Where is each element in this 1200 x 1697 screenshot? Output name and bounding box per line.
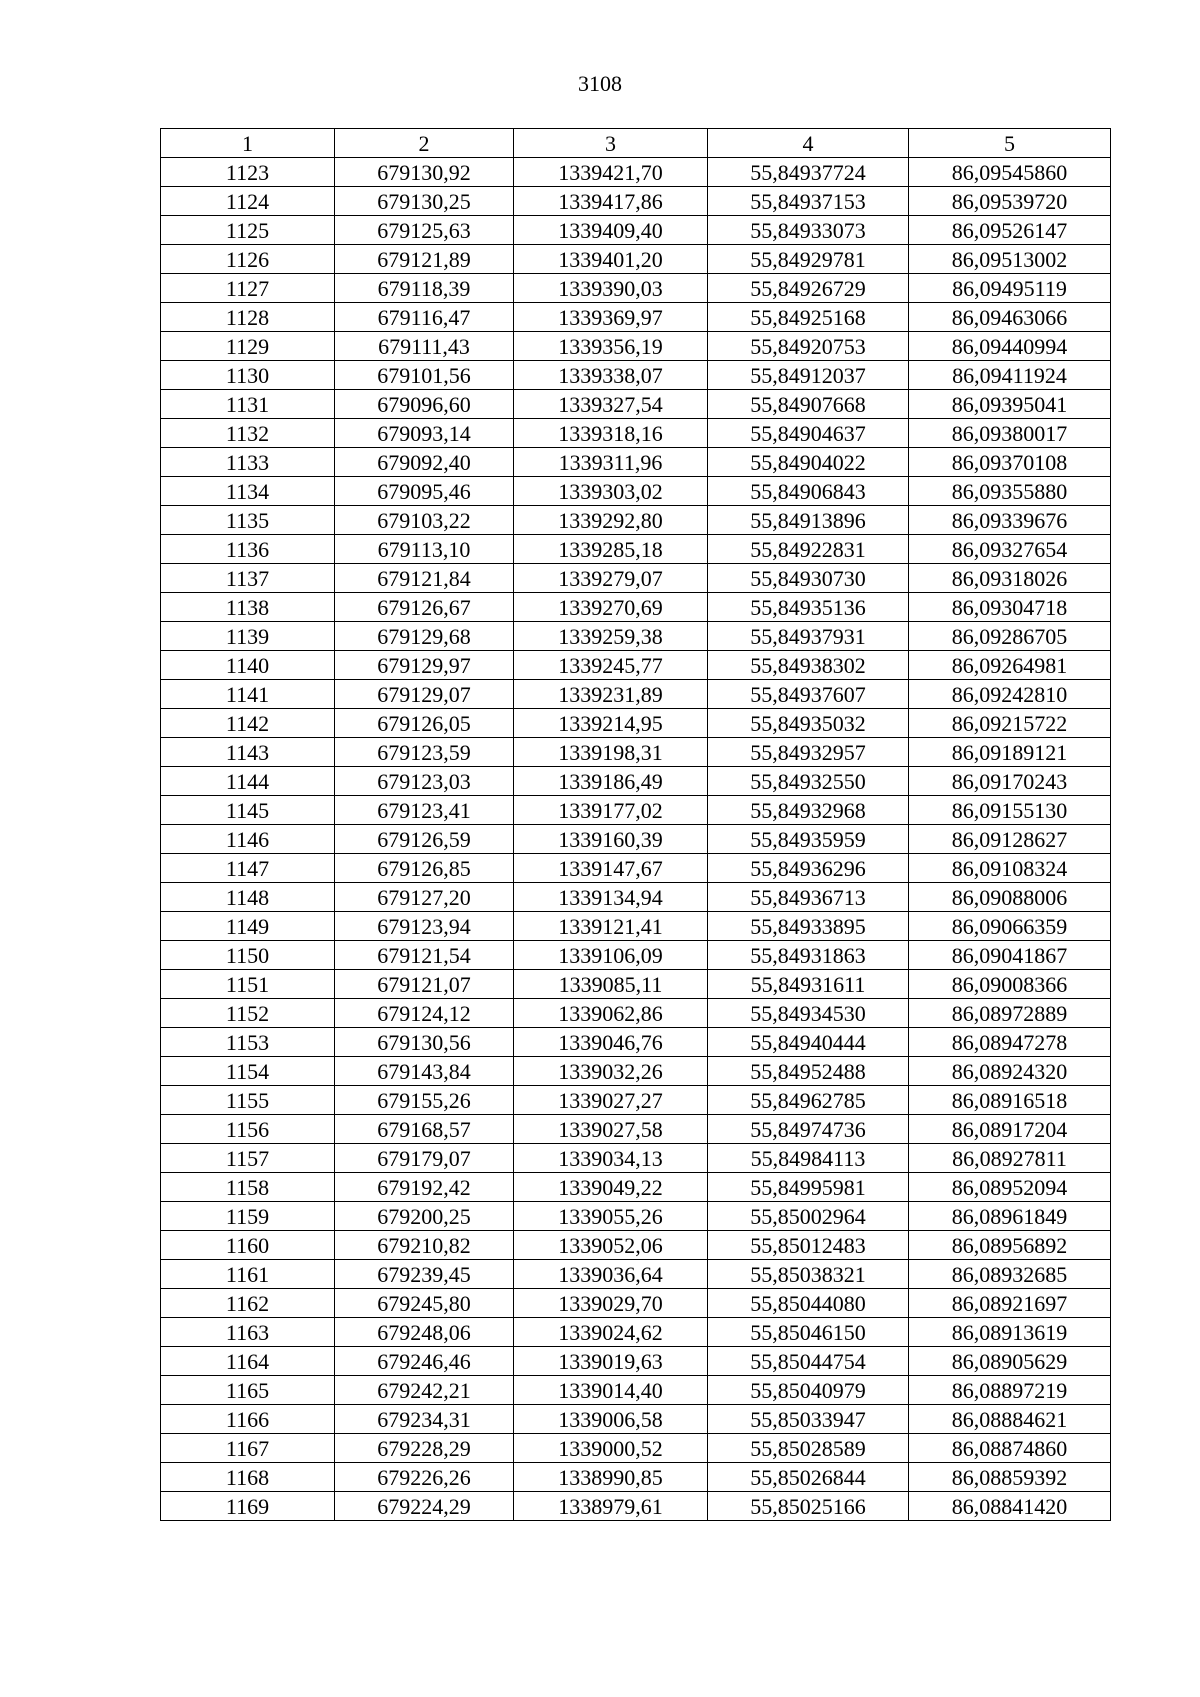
table-cell-col-5: 86,08859392 xyxy=(909,1463,1111,1492)
table-cell-col-4: 55,84974736 xyxy=(708,1115,909,1144)
table-cell-col-3: 1339279,07 xyxy=(514,564,708,593)
table-cell-col-4: 55,85028589 xyxy=(708,1434,909,1463)
table-cell-col-4: 55,84962785 xyxy=(708,1086,909,1115)
table-cell-col-1: 1160 xyxy=(161,1231,335,1260)
table-row xyxy=(161,448,1111,477)
table-cell-col-3: 1339027,58 xyxy=(514,1115,708,1144)
table-row xyxy=(161,1231,1111,1260)
table-cell-col-5: 86,08916518 xyxy=(909,1086,1111,1115)
table-cell-col-2: 679248,06 xyxy=(335,1318,514,1347)
table-cell-col-4: 55,84932968 xyxy=(708,796,909,825)
table-row xyxy=(161,1405,1111,1434)
table-row xyxy=(161,738,1111,767)
table-cell-col-5: 86,09440994 xyxy=(909,332,1111,361)
table-cell-col-3: 1339245,77 xyxy=(514,651,708,680)
table-cell-col-2: 679226,26 xyxy=(335,1463,514,1492)
table-cell-col-4: 55,84925168 xyxy=(708,303,909,332)
table-cell-col-3: 1339052,06 xyxy=(514,1231,708,1260)
table-cell-col-5: 86,09008366 xyxy=(909,970,1111,999)
table-cell-col-2: 679123,59 xyxy=(335,738,514,767)
table-cell-col-5: 86,09155130 xyxy=(909,796,1111,825)
table-row xyxy=(161,158,1111,187)
table-cell-col-5: 86,09513002 xyxy=(909,245,1111,274)
table-cell-col-5: 86,09041867 xyxy=(909,941,1111,970)
table-cell-col-5: 86,09327654 xyxy=(909,535,1111,564)
table-cell-col-3: 1339356,19 xyxy=(514,332,708,361)
table-cell-col-2: 679125,63 xyxy=(335,216,514,245)
table-cell-col-5: 86,09286705 xyxy=(909,622,1111,651)
table-row xyxy=(161,999,1111,1028)
table-cell-col-5: 86,09088006 xyxy=(909,883,1111,912)
table-cell-col-2: 679092,40 xyxy=(335,448,514,477)
table-cell-col-3: 1339000,52 xyxy=(514,1434,708,1463)
table-cell-col-3: 1339032,26 xyxy=(514,1057,708,1086)
table-cell-col-1: 1162 xyxy=(161,1289,335,1318)
table-cell-col-3: 1339024,62 xyxy=(514,1318,708,1347)
table-cell-col-1: 1127 xyxy=(161,274,335,303)
table-cell-col-3: 1339214,95 xyxy=(514,709,708,738)
table-cell-col-2: 679126,85 xyxy=(335,854,514,883)
table-cell-col-4: 55,84936713 xyxy=(708,883,909,912)
table-row xyxy=(161,680,1111,709)
table-cell-col-1: 1130 xyxy=(161,361,335,390)
table-row xyxy=(161,419,1111,448)
table-row xyxy=(161,1144,1111,1173)
table-cell-col-4: 55,84952488 xyxy=(708,1057,909,1086)
table-cell-col-1: 1165 xyxy=(161,1376,335,1405)
table-cell-col-5: 86,09463066 xyxy=(909,303,1111,332)
table-cell-col-3: 1339231,89 xyxy=(514,680,708,709)
table-cell-col-4: 55,84937724 xyxy=(708,158,909,187)
table-cell-col-2: 679129,97 xyxy=(335,651,514,680)
table-cell-col-4: 55,84937153 xyxy=(708,187,909,216)
table-cell-col-1: 1159 xyxy=(161,1202,335,1231)
table-row xyxy=(161,970,1111,999)
table-cell-col-4: 55,84935032 xyxy=(708,709,909,738)
table-cell-col-1: 1154 xyxy=(161,1057,335,1086)
table-cell-col-4: 55,85044754 xyxy=(708,1347,909,1376)
table-cell-col-1: 1164 xyxy=(161,1347,335,1376)
table-row xyxy=(161,1318,1111,1347)
table-row xyxy=(161,274,1111,303)
table-body xyxy=(161,158,1111,1521)
table-cell-col-1: 1153 xyxy=(161,1028,335,1057)
table-cell-col-2: 679129,07 xyxy=(335,680,514,709)
table-cell-col-2: 679130,25 xyxy=(335,187,514,216)
table-cell-col-4: 55,85040979 xyxy=(708,1376,909,1405)
table-cell-col-3: 1339409,40 xyxy=(514,216,708,245)
table-cell-col-1: 1169 xyxy=(161,1492,335,1521)
table-cell-col-2: 679113,10 xyxy=(335,535,514,564)
table-cell-col-4: 55,84931863 xyxy=(708,941,909,970)
table-cell-col-1: 1132 xyxy=(161,419,335,448)
table-cell-col-4: 55,85046150 xyxy=(708,1318,909,1347)
table-cell-col-4: 55,84907668 xyxy=(708,390,909,419)
table-cell-col-3: 1339147,67 xyxy=(514,854,708,883)
table-cell-col-5: 86,09339676 xyxy=(909,506,1111,535)
table-cell-col-3: 1339270,69 xyxy=(514,593,708,622)
table-cell-col-5: 86,09526147 xyxy=(909,216,1111,245)
table-cell-col-1: 1155 xyxy=(161,1086,335,1115)
table-cell-col-3: 1339186,49 xyxy=(514,767,708,796)
table-cell-col-1: 1161 xyxy=(161,1260,335,1289)
table-cell-col-3: 1339134,94 xyxy=(514,883,708,912)
table-cell-col-4: 55,84936296 xyxy=(708,854,909,883)
table-cell-col-1: 1129 xyxy=(161,332,335,361)
table-cell-col-5: 86,08874860 xyxy=(909,1434,1111,1463)
table-cell-col-3: 1339034,13 xyxy=(514,1144,708,1173)
table-cell-col-5: 86,08841420 xyxy=(909,1492,1111,1521)
table-cell-col-4: 55,85026844 xyxy=(708,1463,909,1492)
table-cell-col-2: 679101,56 xyxy=(335,361,514,390)
table-row xyxy=(161,535,1111,564)
table-cell-col-5: 86,09495119 xyxy=(909,274,1111,303)
table-cell-col-2: 679210,82 xyxy=(335,1231,514,1260)
table-cell-col-3: 1338979,61 xyxy=(514,1492,708,1521)
table-cell-col-3: 1339259,38 xyxy=(514,622,708,651)
table-cell-col-1: 1135 xyxy=(161,506,335,535)
table-row xyxy=(161,187,1111,216)
table-cell-col-5: 86,09318026 xyxy=(909,564,1111,593)
table-cell-col-1: 1168 xyxy=(161,1463,335,1492)
table-cell-col-1: 1123 xyxy=(161,158,335,187)
header-cell-5: 5 xyxy=(909,129,1111,158)
table-cell-col-1: 1145 xyxy=(161,796,335,825)
table-row xyxy=(161,593,1111,622)
table-cell-col-4: 55,85025166 xyxy=(708,1492,909,1521)
table-cell-col-3: 1339106,09 xyxy=(514,941,708,970)
table-cell-col-4: 55,84920753 xyxy=(708,332,909,361)
table-row xyxy=(161,1492,1111,1521)
table-cell-col-4: 55,84935136 xyxy=(708,593,909,622)
table-cell-col-5: 86,09242810 xyxy=(909,680,1111,709)
coordinates-table xyxy=(160,128,1111,1521)
table-row xyxy=(161,854,1111,883)
table-cell-col-5: 86,09215722 xyxy=(909,709,1111,738)
table-cell-col-3: 1339049,22 xyxy=(514,1173,708,1202)
table-cell-col-2: 679179,07 xyxy=(335,1144,514,1173)
table-row xyxy=(161,1202,1111,1231)
table-cell-col-4: 55,84904022 xyxy=(708,448,909,477)
header-row xyxy=(161,129,1111,158)
table-cell-col-5: 86,09545860 xyxy=(909,158,1111,187)
table-cell-col-1: 1133 xyxy=(161,448,335,477)
table-cell-col-5: 86,09355880 xyxy=(909,477,1111,506)
table-cell-col-5: 86,08905629 xyxy=(909,1347,1111,1376)
table-cell-col-1: 1140 xyxy=(161,651,335,680)
table-cell-col-4: 55,85012483 xyxy=(708,1231,909,1260)
table-row xyxy=(161,709,1111,738)
table-cell-col-2: 679121,07 xyxy=(335,970,514,999)
table-cell-col-1: 1156 xyxy=(161,1115,335,1144)
table-cell-col-2: 679228,29 xyxy=(335,1434,514,1463)
table-row xyxy=(161,883,1111,912)
table-cell-col-2: 679200,25 xyxy=(335,1202,514,1231)
table-cell-col-4: 55,84933895 xyxy=(708,912,909,941)
table-cell-col-1: 1131 xyxy=(161,390,335,419)
table-row xyxy=(161,1463,1111,1492)
table-row xyxy=(161,1434,1111,1463)
table-cell-col-1: 1125 xyxy=(161,216,335,245)
table-cell-col-3: 1339327,54 xyxy=(514,390,708,419)
table-row xyxy=(161,477,1111,506)
table-cell-col-5: 86,09170243 xyxy=(909,767,1111,796)
table-row xyxy=(161,332,1111,361)
table-row xyxy=(161,1086,1111,1115)
table-cell-col-5: 86,09539720 xyxy=(909,187,1111,216)
table-cell-col-3: 1339062,86 xyxy=(514,999,708,1028)
table-cell-col-2: 679192,42 xyxy=(335,1173,514,1202)
header-cell-2: 2 xyxy=(335,129,514,158)
table-cell-col-5: 86,08947278 xyxy=(909,1028,1111,1057)
table-row xyxy=(161,796,1111,825)
table-cell-col-4: 55,85044080 xyxy=(708,1289,909,1318)
table-cell-col-2: 679224,29 xyxy=(335,1492,514,1521)
table-cell-col-4: 55,84930730 xyxy=(708,564,909,593)
table-header xyxy=(161,129,1111,158)
table-cell-col-3: 1339046,76 xyxy=(514,1028,708,1057)
table-cell-col-1: 1157 xyxy=(161,1144,335,1173)
table-row xyxy=(161,1260,1111,1289)
table-cell-col-1: 1166 xyxy=(161,1405,335,1434)
table-cell-col-2: 679155,26 xyxy=(335,1086,514,1115)
table-cell-col-2: 679242,21 xyxy=(335,1376,514,1405)
table-cell-col-1: 1143 xyxy=(161,738,335,767)
table-cell-col-4: 55,84931611 xyxy=(708,970,909,999)
table-cell-col-2: 679121,84 xyxy=(335,564,514,593)
table-cell-col-2: 679118,39 xyxy=(335,274,514,303)
table-cell-col-5: 86,08952094 xyxy=(909,1173,1111,1202)
table-cell-col-2: 679126,59 xyxy=(335,825,514,854)
table-cell-col-3: 1339401,20 xyxy=(514,245,708,274)
table-cell-col-1: 1124 xyxy=(161,187,335,216)
table-cell-col-3: 1339160,39 xyxy=(514,825,708,854)
header-cell-3: 3 xyxy=(514,129,708,158)
table-cell-col-5: 86,08921697 xyxy=(909,1289,1111,1318)
table-cell-col-4: 55,84984113 xyxy=(708,1144,909,1173)
table-cell-col-4: 55,84913896 xyxy=(708,506,909,535)
table-cell-col-1: 1146 xyxy=(161,825,335,854)
table-cell-col-2: 679121,89 xyxy=(335,245,514,274)
table-row xyxy=(161,1057,1111,1086)
table-cell-col-5: 86,09108324 xyxy=(909,854,1111,883)
table-cell-col-5: 86,08897219 xyxy=(909,1376,1111,1405)
table-cell-col-1: 1151 xyxy=(161,970,335,999)
table-cell-col-2: 679116,47 xyxy=(335,303,514,332)
table-cell-col-5: 86,09264981 xyxy=(909,651,1111,680)
table-cell-col-3: 1339421,70 xyxy=(514,158,708,187)
table-cell-col-2: 679103,22 xyxy=(335,506,514,535)
table-row xyxy=(161,390,1111,419)
table-cell-col-3: 1339390,03 xyxy=(514,274,708,303)
table-cell-col-1: 1137 xyxy=(161,564,335,593)
table-cell-col-1: 1158 xyxy=(161,1173,335,1202)
table-cell-col-2: 679093,14 xyxy=(335,419,514,448)
table-cell-col-4: 55,84932550 xyxy=(708,767,909,796)
table-row xyxy=(161,651,1111,680)
table-cell-col-3: 1339285,18 xyxy=(514,535,708,564)
table-cell-col-3: 1339121,41 xyxy=(514,912,708,941)
header-cell-4: 4 xyxy=(708,129,909,158)
table-cell-col-3: 1339338,07 xyxy=(514,361,708,390)
table-row xyxy=(161,1028,1111,1057)
table-cell-col-5: 86,09411924 xyxy=(909,361,1111,390)
table-cell-col-3: 1339055,26 xyxy=(514,1202,708,1231)
table-cell-col-5: 86,08924320 xyxy=(909,1057,1111,1086)
table-cell-col-2: 679126,67 xyxy=(335,593,514,622)
table-cell-col-2: 679246,46 xyxy=(335,1347,514,1376)
table-cell-col-1: 1128 xyxy=(161,303,335,332)
table-cell-col-2: 679121,54 xyxy=(335,941,514,970)
table-cell-col-1: 1152 xyxy=(161,999,335,1028)
table-cell-col-2: 679111,43 xyxy=(335,332,514,361)
table-cell-col-4: 55,84922831 xyxy=(708,535,909,564)
table-cell-col-2: 679095,46 xyxy=(335,477,514,506)
table-cell-col-5: 86,09395041 xyxy=(909,390,1111,419)
table-cell-col-1: 1148 xyxy=(161,883,335,912)
table-cell-col-1: 1150 xyxy=(161,941,335,970)
table-cell-col-1: 1138 xyxy=(161,593,335,622)
table-cell-col-4: 55,84933073 xyxy=(708,216,909,245)
table-row xyxy=(161,912,1111,941)
table-cell-col-1: 1142 xyxy=(161,709,335,738)
table-cell-col-4: 55,84926729 xyxy=(708,274,909,303)
table-cell-col-3: 1338990,85 xyxy=(514,1463,708,1492)
table-cell-col-5: 86,09189121 xyxy=(909,738,1111,767)
table-cell-col-4: 55,84929781 xyxy=(708,245,909,274)
table-cell-col-5: 86,08917204 xyxy=(909,1115,1111,1144)
table-cell-col-2: 679245,80 xyxy=(335,1289,514,1318)
table-cell-col-2: 679096,60 xyxy=(335,390,514,419)
table-cell-col-4: 55,84934530 xyxy=(708,999,909,1028)
table-cell-col-2: 679168,57 xyxy=(335,1115,514,1144)
table-cell-col-1: 1136 xyxy=(161,535,335,564)
table-cell-col-5: 86,08913619 xyxy=(909,1318,1111,1347)
table-cell-col-1: 1163 xyxy=(161,1318,335,1347)
table-row xyxy=(161,361,1111,390)
table-cell-col-3: 1339417,86 xyxy=(514,187,708,216)
table-cell-col-2: 679123,41 xyxy=(335,796,514,825)
table-row xyxy=(161,506,1111,535)
table-cell-col-2: 679123,03 xyxy=(335,767,514,796)
table-cell-col-2: 679234,31 xyxy=(335,1405,514,1434)
table-cell-col-5: 86,08884621 xyxy=(909,1405,1111,1434)
table-cell-col-3: 1339311,96 xyxy=(514,448,708,477)
table-cell-col-5: 86,09304718 xyxy=(909,593,1111,622)
table-cell-col-3: 1339027,27 xyxy=(514,1086,708,1115)
table-cell-col-2: 679129,68 xyxy=(335,622,514,651)
table-cell-col-2: 679239,45 xyxy=(335,1260,514,1289)
table-cell-col-5: 86,08972889 xyxy=(909,999,1111,1028)
table-cell-col-4: 55,85002964 xyxy=(708,1202,909,1231)
table-row xyxy=(161,1376,1111,1405)
table-cell-col-5: 86,09370108 xyxy=(909,448,1111,477)
table-cell-col-4: 55,84935959 xyxy=(708,825,909,854)
table-cell-col-4: 55,84906843 xyxy=(708,477,909,506)
table-row xyxy=(161,564,1111,593)
table-row xyxy=(161,245,1111,274)
table-cell-col-4: 55,85038321 xyxy=(708,1260,909,1289)
table-cell-col-1: 1139 xyxy=(161,622,335,651)
page-number: 3108 xyxy=(578,71,622,96)
table-cell-col-1: 1134 xyxy=(161,477,335,506)
table-cell-col-3: 1339006,58 xyxy=(514,1405,708,1434)
table-cell-col-3: 1339019,63 xyxy=(514,1347,708,1376)
table-cell-col-3: 1339303,02 xyxy=(514,477,708,506)
table-cell-col-2: 679124,12 xyxy=(335,999,514,1028)
header-cell-1: 1 xyxy=(161,129,335,158)
table-cell-col-3: 1339029,70 xyxy=(514,1289,708,1318)
table-cell-col-1: 1144 xyxy=(161,767,335,796)
table-cell-col-4: 55,84937931 xyxy=(708,622,909,651)
table-cell-col-2: 679143,84 xyxy=(335,1057,514,1086)
table-row xyxy=(161,941,1111,970)
table-row xyxy=(161,1347,1111,1376)
table-cell-col-2: 679127,20 xyxy=(335,883,514,912)
table-cell-col-3: 1339014,40 xyxy=(514,1376,708,1405)
table-cell-col-3: 1339318,16 xyxy=(514,419,708,448)
table-cell-col-1: 1126 xyxy=(161,245,335,274)
table-cell-col-5: 86,08932685 xyxy=(909,1260,1111,1289)
table-cell-col-3: 1339177,02 xyxy=(514,796,708,825)
table-row xyxy=(161,216,1111,245)
table-cell-col-4: 55,84938302 xyxy=(708,651,909,680)
table-cell-col-2: 679123,94 xyxy=(335,912,514,941)
table-cell-col-5: 86,08961849 xyxy=(909,1202,1111,1231)
table-cell-col-1: 1167 xyxy=(161,1434,335,1463)
table-cell-col-3: 1339085,11 xyxy=(514,970,708,999)
table-row xyxy=(161,825,1111,854)
table-cell-col-4: 55,84995981 xyxy=(708,1173,909,1202)
table-cell-col-5: 86,08927811 xyxy=(909,1144,1111,1173)
table-row xyxy=(161,622,1111,651)
table-row xyxy=(161,767,1111,796)
table-cell-col-2: 679126,05 xyxy=(335,709,514,738)
table-cell-col-1: 1149 xyxy=(161,912,335,941)
table-cell-col-5: 86,09128627 xyxy=(909,825,1111,854)
table-row xyxy=(161,303,1111,332)
table-cell-col-4: 55,84912037 xyxy=(708,361,909,390)
table-cell-col-4: 55,84932957 xyxy=(708,738,909,767)
table-cell-col-5: 86,09066359 xyxy=(909,912,1111,941)
table-cell-col-4: 55,84937607 xyxy=(708,680,909,709)
table-cell-col-5: 86,09380017 xyxy=(909,419,1111,448)
table-cell-col-3: 1339292,80 xyxy=(514,506,708,535)
table-row xyxy=(161,1115,1111,1144)
table-cell-col-3: 1339198,31 xyxy=(514,738,708,767)
table-cell-col-2: 679130,56 xyxy=(335,1028,514,1057)
table-cell-col-3: 1339369,97 xyxy=(514,303,708,332)
table-cell-col-4: 55,84940444 xyxy=(708,1028,909,1057)
table-row xyxy=(161,1173,1111,1202)
table-cell-col-2: 679130,92 xyxy=(335,158,514,187)
table-cell-col-5: 86,08956892 xyxy=(909,1231,1111,1260)
table-cell-col-4: 55,85033947 xyxy=(708,1405,909,1434)
table-cell-col-1: 1147 xyxy=(161,854,335,883)
table-cell-col-1: 1141 xyxy=(161,680,335,709)
table-row xyxy=(161,1289,1111,1318)
table-cell-col-4: 55,84904637 xyxy=(708,419,909,448)
table-cell-col-3: 1339036,64 xyxy=(514,1260,708,1289)
